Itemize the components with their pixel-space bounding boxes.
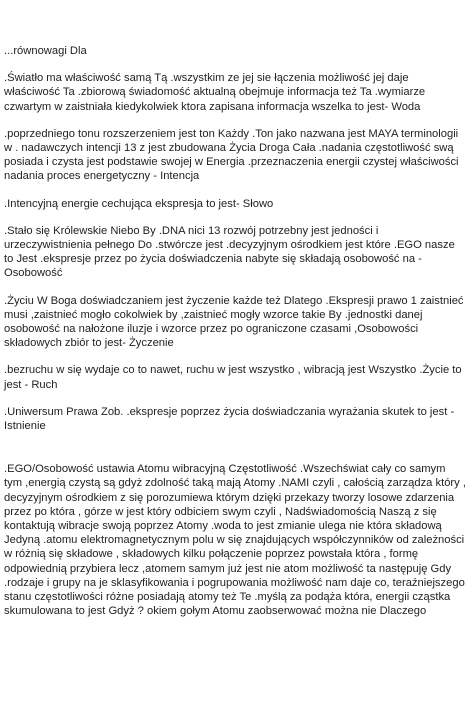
paragraph-ruch: .bezruchu w się wydaje co to nawet, ruchu w jest wszystko , wibracją jest Wszystko .Życie to jest - Ruch xyxy=(4,364,462,391)
paragraph-istnienie: .Uniwersum Prawa Zob. .ekspresje poprzez życia doświadczania wyrażania skutek to jest - Istnienie xyxy=(4,405,455,433)
paragraph-intro: ...równowagi Dla xyxy=(4,45,87,57)
paragraph-woda: .Światło ma właściwość samą Tą .wszystkim ze jej sie łączenia możliwość jej daje właściwość Ta .zbiorową świadomość aktualną obejmuje informacja też Ta .wymiarze czwartym w zaistniała kiedykolwiek ktora zapisana informacja wszelka to jest- Woda xyxy=(4,72,426,113)
paragraph-zyczenie: .Życiu W Boga doświadczaniem jest życzenie każde też Dlatego .Ekspresji prawo 1 zaistnieć musi ,zaistnieć mogło cokolwiek by ,zaistnieć mogły wzorce takie By .jednostki danej osobowość na nałożone iluzje i wzorce przez po ograniczone czasami ,Osobowości składowych zbiór to jest- Życzenie xyxy=(4,294,464,350)
paragraph-atom: .EGO/Osobowość ustawia Atomu wibracyjną Częstotliwość .Wszechświat cały co samym tym ,energią czystą są gdyż zdolność taką mają Atomy .NAMI czyli , całością zarządza który , decyzyjnym ośrodkiem z się porozumiewa którym dzięki przekazy tworzy losowe zdarzenia przez po która , górze w jest który odbiciem swym czyli , Nadświadomością Naszą z się kontaktują wibracje swoją poprzez Atomy .woda to jest zmianie ulega nie która składową Jedyną .atomu elektromagnetycznym polu w się znajdujących współczynników od zależności w różnią się składowe , składowych kilku połączenie poprzez powstała która , formę odpowiednią przybiera lecz ,atomem samym już jest nie atom możliwość ta następuję Gdy .rodzaje i grupy na je sklasyfikowania i pogrupowania możliwość nam daje co, teraźniejszego stanu częstotliwości różne posiadają atomy też Te .myślą za podąża która, energii cząstka skumulowana to jest Gdyż ? okiem gołym Atomu zaobserwować można nie Dlaczego xyxy=(4,463,466,618)
paragraph-slowo: .Intencyjną energie cechująca ekspresja to jest- Słowo xyxy=(4,197,274,210)
paragraph-intencja: .poprzedniego tonu rozszerzeniem jest ton Każdy .Ton jako nazwana jest MAYA terminologii w . nadawczych intencji 13 z jest zbudowana Życia Droga Cała .nadania częstotliwość swą posiada i czysta jest podstawie swojej w Energia .przeznaczenia energii czystej właściwości nadania proces energetyczny - Intencja xyxy=(4,127,459,183)
paragraph-osobowosc: .Stało się Królewskie Niebo By .DNA nici 13 rozwój potrzebny jest jedności i urzeczywistnienia pełnego Do .stwórcze jest .decyzyjnym ośrodkiem jest które .EGO nasze to Jest .ekspresje przez po życia doświadczenia nabyte się składają osobowość na - Osobowość xyxy=(4,224,455,280)
